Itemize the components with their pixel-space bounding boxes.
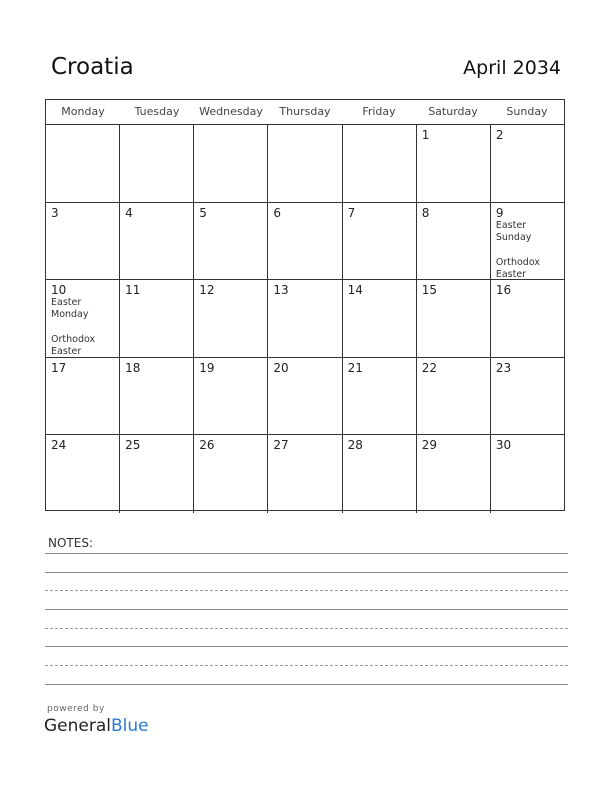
day-cell [491,203,564,280]
logo-text-general: General [44,716,111,736]
day-number: 13 [273,283,289,297]
week-row-2 [46,203,564,281]
day-number: 21 [347,360,363,375]
month-year-title: April 2034 [463,57,561,79]
week-row-3 [46,280,564,358]
day-cell [46,280,120,357]
day-cell [46,358,120,435]
calendar-grid [45,99,565,511]
day-number: 7 [347,205,356,220]
day-number: 18 [125,360,141,375]
day-cell [343,280,417,357]
powered-by-text: powered by [47,704,105,714]
day-number: 26 [199,438,215,452]
day-number: 23 [495,360,512,375]
day-cell [343,358,417,435]
holiday-label: Easter Monday [51,297,89,320]
day-cell [491,358,564,435]
day-number: 30 [495,438,512,452]
country-title: Croatia [51,54,134,80]
day-number: 17 [51,360,67,375]
day-number: 6 [273,205,282,220]
weekday-wednesday: Wednesday [199,105,263,118]
day-number: 19 [199,360,215,375]
day-cell [343,435,417,513]
weekday-friday: Friday [362,105,396,118]
notes-line [45,646,568,647]
day-number: 12 [199,283,215,297]
day-cell [120,435,194,513]
day-cell [268,125,342,202]
day-cell [343,203,417,280]
notes-line [45,684,568,685]
holiday-label: Orthodox Easter [495,256,540,279]
day-cell [194,280,268,357]
notes-line [45,665,568,666]
day-cell [46,203,120,280]
day-number: 5 [199,205,207,220]
day-number: 27 [273,438,289,452]
day-cell [417,435,491,513]
day-cell [268,435,342,513]
day-number: 3 [51,205,59,220]
day-cell [491,280,564,357]
day-cell [268,203,342,280]
weekday-monday: Monday [61,105,105,118]
day-number: 8 [421,205,430,220]
day-number: 28 [347,438,363,452]
holiday-label: Orthodox Easter [51,334,96,357]
day-cell [268,280,342,357]
day-cell [120,358,194,435]
notes-line [45,572,568,573]
notes-label: NOTES: [48,536,93,550]
day-number: 1 [421,128,430,142]
day-number: 4 [125,205,133,220]
day-number: 11 [125,283,141,297]
day-number: 20 [273,360,289,375]
day-cell [491,125,564,202]
day-cell [46,125,120,202]
day-number: 24 [51,438,67,452]
day-cell [417,358,491,435]
weekday-sunday: Sunday [506,105,548,118]
day-number: 29 [421,438,437,452]
day-number: 16 [495,283,512,297]
day-cell [46,435,120,513]
day-cell [194,203,268,280]
holiday-label: Easter Sunday [495,219,532,243]
day-number: 15 [421,283,437,297]
day-number: 10 [51,283,67,297]
logo-text-blue: Blue [111,716,149,736]
day-cell [120,280,194,357]
day-cell [417,203,491,280]
weekday-thursday: Thursday [279,105,331,118]
day-cell [194,358,268,435]
day-number: 9 [495,205,504,220]
day-cell [194,125,268,202]
day-cell [194,435,268,513]
day-cell [120,125,194,202]
week-row-1 [46,125,564,203]
day-number: 25 [125,438,141,452]
notes-line [45,590,568,591]
day-cell [343,125,417,202]
day-number: 14 [347,283,363,297]
week-row-4 [46,358,564,436]
weekday-saturday: Saturday [428,105,478,118]
day-cell [120,203,194,280]
weekday-tuesday: Tuesday [134,105,180,118]
day-cell [417,280,491,357]
week-row-5 [46,435,564,513]
day-number: 22 [421,360,437,375]
day-number: 2 [495,128,504,142]
day-cell [491,435,564,513]
notes-line [45,609,568,610]
weekday-header-row [46,100,564,125]
day-cell [268,358,342,435]
generalblue-logo [44,716,149,736]
day-cell [417,125,491,202]
notes-line [45,628,568,629]
notes-line [45,553,568,554]
